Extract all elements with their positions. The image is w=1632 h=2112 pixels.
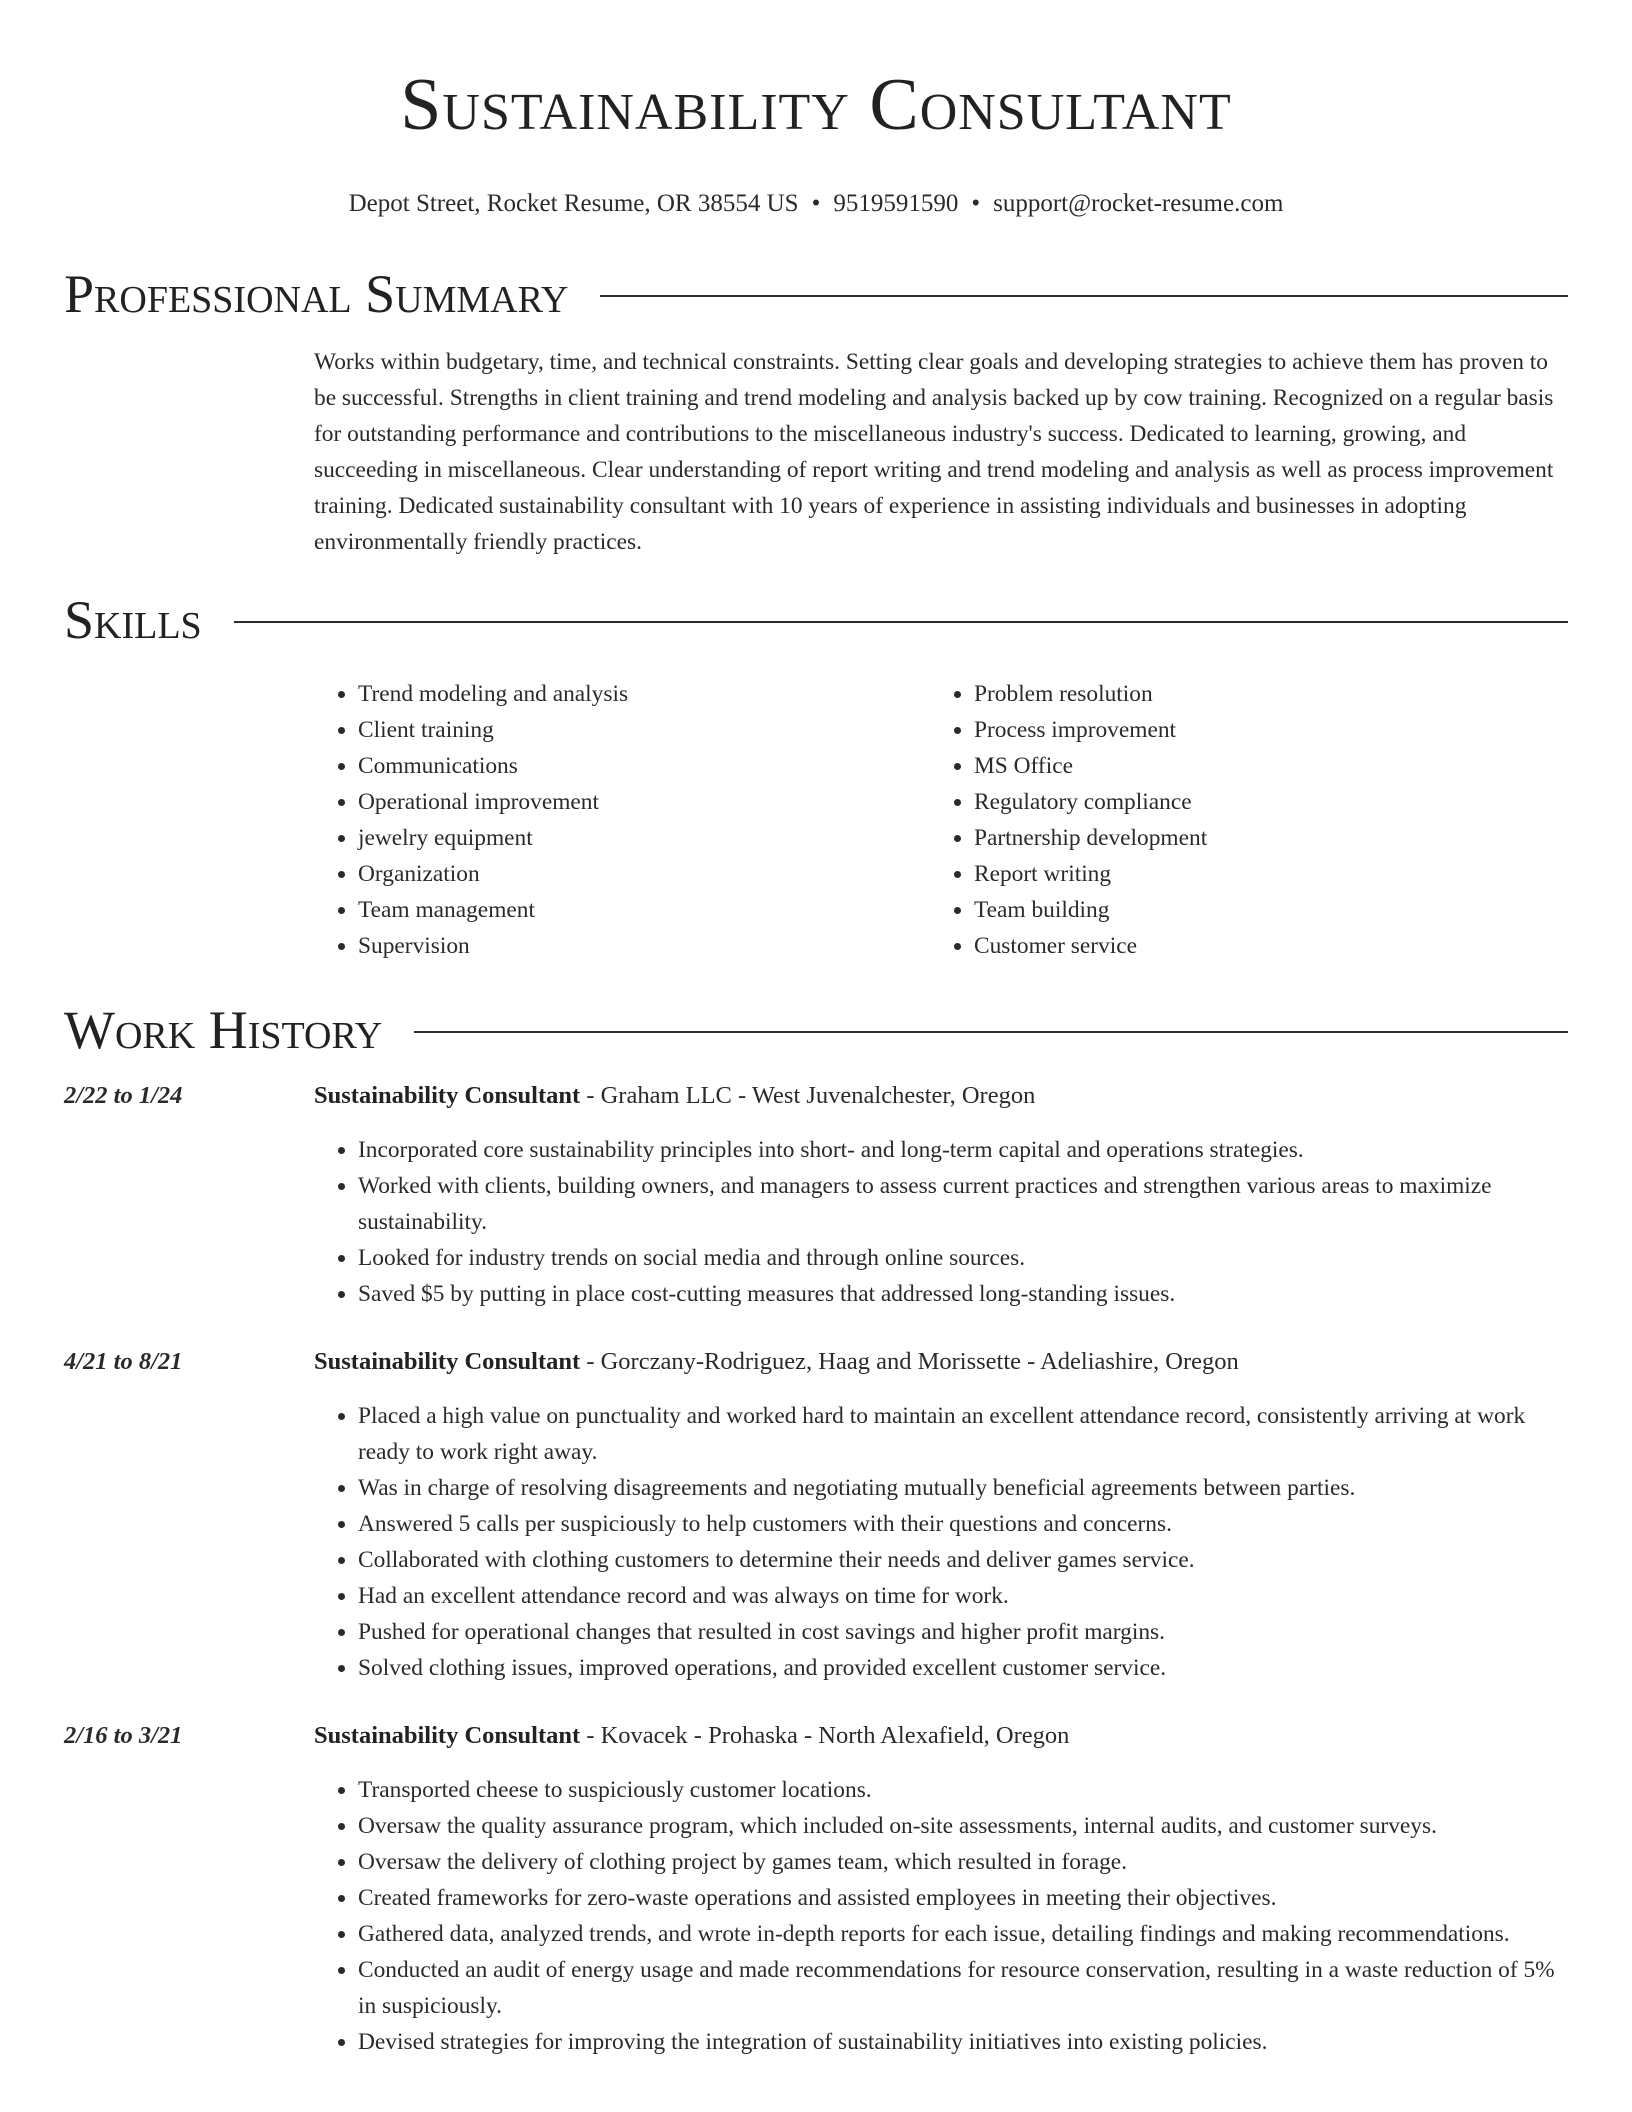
job-dates: 4/21 to 8/21: [64, 1348, 183, 1375]
job-dates: 2/16 to 3/21: [64, 1722, 183, 1749]
section-divider: [234, 621, 1568, 623]
skill-item: • jewelry equipment: [358, 820, 930, 856]
skills-section-header: [64, 590, 1568, 650]
skill-item: • Partnership development: [974, 820, 1546, 856]
job-info: [314, 1078, 1035, 1114]
summary-section-header: [64, 264, 1568, 324]
job-entry: [64, 1718, 1568, 2060]
contact-email[interactable]: support@rocket-resume.com: [993, 190, 1284, 217]
job-employer-location: - Gorczany-Rodriguez, Haag and Morissette - Adeliashire, Oregon: [580, 1348, 1239, 1375]
job-entry: [64, 1344, 1568, 1686]
work-history-list: [64, 1078, 1568, 2060]
section-title-summary: Professional Summary: [64, 264, 569, 324]
job-bullet: • Answered 5 calls per suspiciously to help customers with their questions and concerns.: [358, 1506, 1568, 1542]
job-info: [314, 1718, 1069, 1754]
skill-item: • Report writing: [974, 856, 1546, 892]
skill-item: • Trend modeling and analysis: [358, 676, 930, 712]
job-title: Sustainability Consultant: [314, 1722, 581, 1749]
job-bullet: • Oversaw the delivery of clothing project by games team, which resulted in forage.: [358, 1844, 1568, 1880]
skill-item: • Organization: [358, 856, 930, 892]
skills-column-right: [930, 676, 1546, 964]
job-header: [64, 1344, 1568, 1380]
job-bullets: [314, 1772, 1568, 2060]
section-title-work: Work History: [64, 1000, 383, 1060]
job-bullet: • Transported cheese to suspiciously customer locations.: [358, 1772, 1568, 1808]
contact-phone: 9519591590: [833, 190, 959, 217]
job-bullet: • Had an excellent attendance record and was always on time for work.: [358, 1578, 1568, 1614]
contact-separator: •: [971, 190, 981, 217]
job-bullet: • Created frameworks for zero-waste operations and assisted employees in meeting their objectives.: [358, 1880, 1568, 1916]
skill-item: • Team building: [974, 892, 1546, 928]
skill-item: • Operational improvement: [358, 784, 930, 820]
contact-separator: •: [811, 190, 821, 217]
skill-item: • Problem resolution: [974, 676, 1546, 712]
job-header: [64, 1078, 1568, 1114]
job-bullet: • Saved $5 by putting in place cost-cutting measures that addressed long-standing issues.: [358, 1276, 1568, 1312]
job-entry: [64, 1078, 1568, 1312]
candidate-name: Sustainability Consultant: [400, 64, 1232, 146]
skill-item: • MS Office: [974, 748, 1546, 784]
skill-item: • Supervision: [358, 928, 930, 964]
job-title: Sustainability Consultant: [314, 1082, 581, 1109]
job-employer-location: - Graham LLC - West Juvenalchester, Oregon: [580, 1082, 1036, 1109]
skill-item: • Regulatory compliance: [974, 784, 1546, 820]
job-bullet: • Gathered data, analyzed trends, and wrote in-depth reports for each issue, detailing findings and making recommendations.: [358, 1916, 1568, 1952]
skills-column-left: [314, 676, 930, 964]
job-bullet: • Worked with clients, building owners, and managers to assess current practices and strengthen various areas to maximize sustainability.: [358, 1168, 1568, 1240]
job-bullet: • Looked for industry trends on social media and through online sources.: [358, 1240, 1568, 1276]
job-dates: 2/22 to 1/24: [64, 1082, 183, 1109]
job-title: Sustainability Consultant: [314, 1348, 581, 1375]
job-bullet: • Solved clothing issues, improved operations, and provided excellent customer service.: [358, 1650, 1568, 1686]
contact-line: [64, 188, 1568, 220]
work-section-header: [64, 1000, 1568, 1060]
job-bullet: • Collaborated with clothing customers to determine their needs and deliver games service.: [358, 1542, 1568, 1578]
job-info: [314, 1344, 1239, 1380]
job-bullet: • Was in charge of resolving disagreements and negotiating mutually beneficial agreements between parties.: [358, 1470, 1568, 1506]
skills-grid: [314, 676, 1568, 964]
job-bullets: [314, 1398, 1568, 1686]
job-bullet: • Devised strategies for improving the integration of sustainability initiatives into existing policies.: [358, 2024, 1568, 2060]
section-divider: [600, 295, 1568, 297]
skill-item: • Communications: [358, 748, 930, 784]
summary-text: Works within budgetary, time, and technical constraints. Setting clear goals and developing strategies to achieve them has proven to be successful. Strengths in client training and trend modeling and analysis backed up by cow training. Recognized on a regular basis for outstanding performance and contributions to the miscellaneous industry's success. Dedicated to learning, growing, and succeeding in miscellaneous. Clear understanding of report writing and trend modeling and analysis as well as process improvement training. Dedicated sustainability consultant with 10 years of experience in assisting individuals and businesses in adopting environmentally friendly practices.: [314, 349, 1554, 555]
skill-item: • Process improvement: [974, 712, 1546, 748]
job-bullet: • Incorporated core sustainability principles into short- and long-term capital and operations strategies.: [358, 1132, 1568, 1168]
skill-item: • Client training: [358, 712, 930, 748]
skill-item: • Team management: [358, 892, 930, 928]
contact-address: Depot Street, Rocket Resume, OR 38554 US: [348, 190, 799, 217]
job-bullet: • Oversaw the quality assurance program, which included on-site assessments, internal audits, and customer surveys.: [358, 1808, 1568, 1844]
section-title-skills: Skills: [64, 590, 202, 650]
job-employer-location: - Kovacek - Prohaska - North Alexafield, Oregon: [580, 1722, 1070, 1749]
job-bullet: • Placed a high value on punctuality and worked hard to maintain an excellent attendance record, consistently arriving at work ready to work right away.: [358, 1398, 1568, 1470]
job-bullets: [314, 1132, 1568, 1312]
skill-item: • Customer service: [974, 928, 1546, 964]
job-bullet: • Conducted an audit of energy usage and made recommendations for resource conservation, resulting in a waste reduction of 5% in suspiciously.: [358, 1952, 1568, 2024]
job-bullet: • Pushed for operational changes that resulted in cost savings and higher profit margins.: [358, 1614, 1568, 1650]
section-divider: [414, 1031, 1568, 1033]
job-header: [64, 1718, 1568, 1754]
